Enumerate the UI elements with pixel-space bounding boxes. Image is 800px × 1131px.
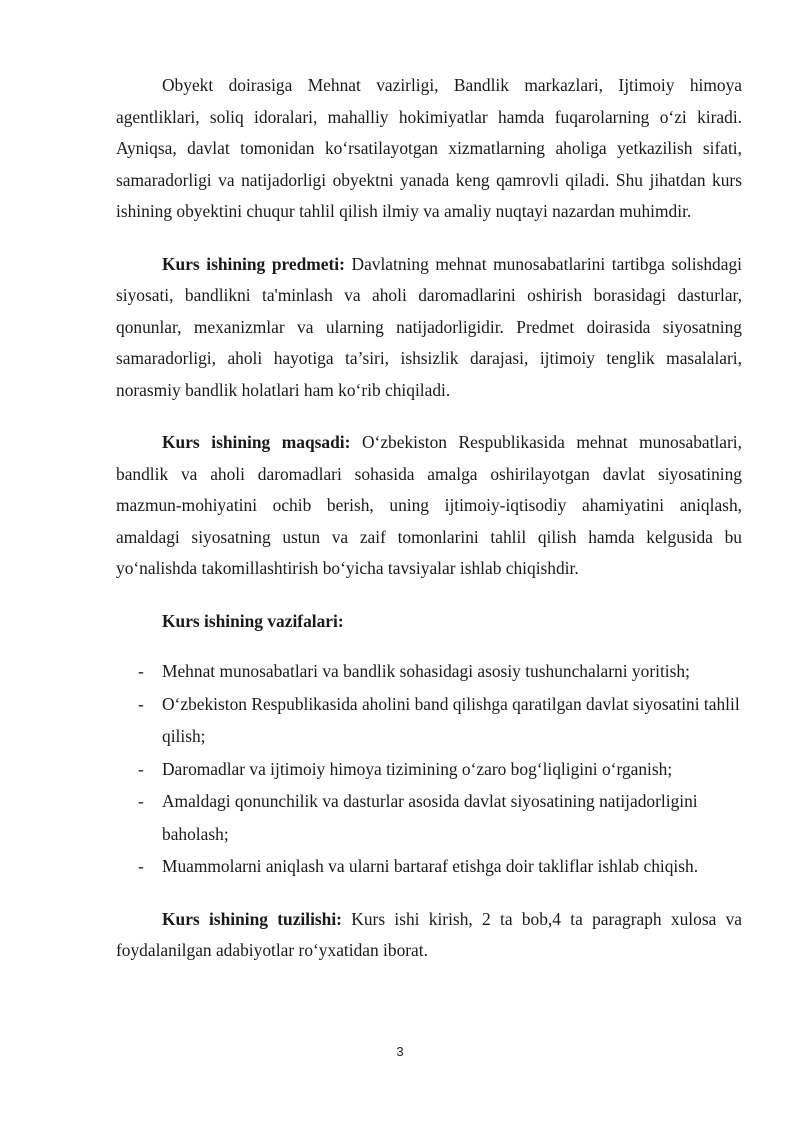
document-page [116, 70, 742, 988]
list-item [116, 688, 742, 753]
tasks-heading: Kurs ishining vazifalari: [162, 610, 344, 631]
object-paragraph [116, 70, 742, 228]
list-item-text: Amaldagi qonunchilik va dasturlar asosida davlat siyosatining natijadorligini baholash; [162, 791, 698, 844]
subject-paragraph [116, 249, 742, 407]
list-dash: - [138, 693, 144, 714]
goal-heading: Kurs ishining maqsadi: [162, 432, 351, 452]
list-item-text: Muammolarni aniqlash va ularni bartaraf etishga doir takliflar ishlab chiqish. [162, 856, 699, 876]
list-item-text: Daromadlar va ijtimoiy himoya tizimining o‘zaro bog‘liqligini o‘rganish; [162, 758, 673, 779]
list-dash: - [138, 856, 144, 876]
list-item-text: Mehnat munosabatlari va bandlik sohasidagi asosiy tushunchalarni yoritish; [162, 661, 690, 681]
page-number: 3 [396, 1044, 404, 1059]
list-dash: - [138, 791, 144, 811]
object-paragraph-text: Obyekt doirasiga Mehnat vazirligi, Bandlik markazlari, Ijtimoiy himoya agentliklari, soliq idoralari, mahalliy hokimiyatlar hamda fuqarolarning o‘zi kiradi. Ayniqsa, davlat tomonidan ko‘rsatilayotgan xizmatlarning aholiga yetkazilish sifati, samaradorligi va natijadorligi obyektni yanada keng qamrovli qiladi. Shu jihatdan kurs ishining obyektini chuqur tahlil qilish ilmiy va amaliy nuqtayi nazardan muhimdir. [116, 75, 742, 221]
list-item [116, 753, 742, 786]
structure-heading: Kurs ishining tuzilishi: [162, 908, 342, 929]
list-item [116, 850, 742, 883]
list-dash: - [138, 758, 144, 779]
tasks-list [116, 655, 742, 883]
structure-paragraph [116, 904, 742, 967]
subject-heading: Kurs ishining predmeti: [162, 253, 345, 274]
structure-text: Kurs ishi kirish, 2 ta bob,4 ta paragraph xulosa va foydalanilgan adabiyotlar ro‘yxatidan iborat. [116, 908, 743, 960]
subject-text: Davlatning mehnat munosabatlarini tartibga solishdagi siyosati, bandlikni ta'minlash va aholi daromadlarini oshirish borasidagi dasturlar, qonunlar, mexanizmlar va ularning natijadorligidir. Predmet doirasida siyosatning samaradorligi, aholi hayotiga ta’siri, ishsizlik darajasi, ijtimoiy tenglik masalalari, norasmiy bandlik holatlari ham ko‘rib chiqiladi. [116, 253, 742, 400]
list-item-text: O‘zbekiston Respublikasida aholini band qilishga qaratilgan davlat siyosatini tahlil qilish; [162, 693, 740, 746]
list-item [116, 655, 742, 688]
list-dash: - [138, 661, 144, 681]
list-item [116, 785, 742, 850]
goal-text: O‘zbekiston Respublikasida mehnat munosabatlari, bandlik va aholi daromadlari sohasida amalga oshirilayotgan davlat siyosatining mazmun-mohiyatini ochib berish, uning ijtimoiy-iqtisodiy ahamiyatini aniqlash, amaldagi siyosatning ustun va zaif tomonlarini tahlil qilish hamda kelgusida bu yo‘nalishda takomillashtirish bo‘yicha tavsiyalar ishlab chiqishdir. [116, 432, 742, 578]
goal-paragraph [116, 427, 742, 585]
